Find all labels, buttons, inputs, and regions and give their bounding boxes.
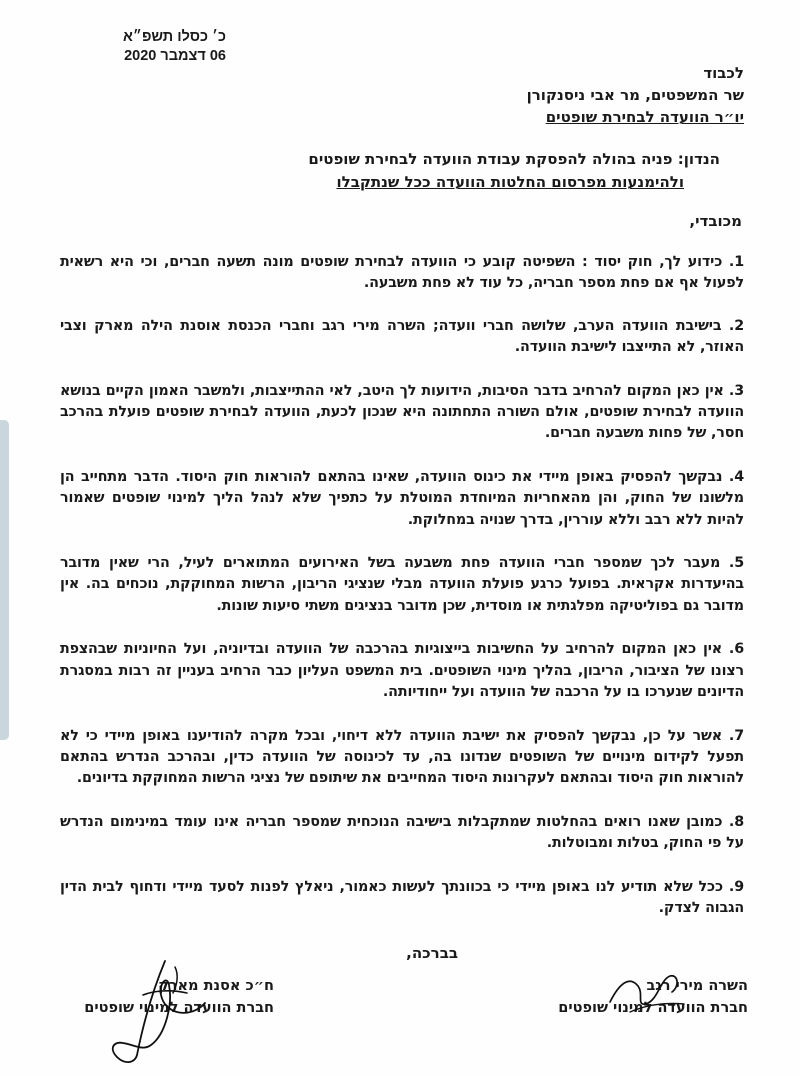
recipient-name: שר המשפטים, מר אבי ניסנקורן [526, 86, 744, 104]
recipient-salutation: לכבוד [703, 64, 744, 82]
closing-blessing: בברכה, [406, 944, 458, 962]
signatory-name-right: השרה מירי רגב [646, 978, 748, 994]
paragraph-5: 5. מעבר לכך שמספר חברי הוועדה פחת משבעה בשל האירועים המתוארים לעיל, הרי שאין מדובר בהיעדרות אקראית. בפועל כרגע פועלת הוועדה מבלי שנציגי הריבון, הרשות המחוקקת, נוכחים בה. אין מדובר גם בפוליטיקה מפלגתית או מוסדית, שכן מדובר בנציגים משתי סיעות שונות. [60, 555, 744, 614]
paragraph-1: 1. כידוע לך, חוק יסוד : השפיטה קובע כי הוועדה לבחירת שופטים מונה תשעה חברים, וכי היא רשאית לפעול אף אם פחת מספר חבריה, כל עוד לא פחת משבעה. [60, 254, 744, 292]
paragraph-2: 2. בישיבת הוועדה הערב, שלושה חברי וועדה; השרה מירי רגב וחברי הכנסת אוסנת הילה מארק וצבי האוזר, לא התייצבו לישיבת הוועדה. [60, 317, 744, 356]
gregorian-date: 06 דצמבר 2020 [124, 48, 226, 64]
paragraph-7: 7. אשר על כן, נבקשך להפסיק את ישיבת הוועדה ללא דיחוי, ובכל מקרה להודיענו באופן מיידי כי לא תפעל לקידום מינויים של השופטים שנדונו בה, עד לכינוסה של הוועדה כדין, ובהרכב הנדרש בהתאם להוראות חוק היסוד ובהתאם לעקרונות היסוד המחייבים את שיתופם של נציגי הרשות המחוקקת בדיונים. [60, 727, 744, 787]
signature-block-right [518, 975, 748, 1019]
subject-line-1: הנדון: פניה בהולה להפסקת עבודת הוועדה לבחירת שופטים [308, 150, 720, 168]
date-block [86, 28, 226, 66]
paragraph-3: 3. אין כאן המקום להרחיב בדבר הסיבות, הידועות לך היטב, לאי ההתייצבות, ולמשבר האמון הקיים בנושא הוועדה לבחירת שופטים, אולם השורה התחתונה היא שנכון לכעת, הוועדה לבחירת שופטים פועלת בהרכב חסר, של פחות משבעה חברים. [60, 382, 744, 442]
subject-line-2: ולהימנעות מפרסום החלטות הוועדה ככל שנתקבלו [336, 173, 684, 191]
paragraph-4: 4. נבקשך להפסיק באופן מיידי את כינוס הוועדה, שאינו בהתאם להוראות חוק היסוד. הדבר מתחייב הן מלשונו של החוק, והן מהאחריות המיוחדת המוטלת על כתפיך שלא לנהל הליך למינוי שופטים שאמור להיות ללא רבב וללא עוררין, בדרך שנויה במחלוקת. [60, 468, 744, 528]
paragraph-9: 9. ככל שלא תודיע לנו באופן מיידי כי בכוונתך לעשות כאמור, ניאלץ לפנות לסעד מיידי ודחוף לבית הדין הגבוה לצדק. [60, 878, 744, 916]
signatory-name-left: ח״כ אסנת מארק [158, 978, 274, 994]
paragraph-8: 8. כמובן שאנו רואים בהחלטות שמתקבלות בישיבה הנוכחית שמספר חבריה אינו עומד במינימום הנדרש על פי החוק, בטלות ומבוטלות. [60, 813, 744, 852]
subject-block [308, 148, 720, 194]
signatory-title-right: חברת הוועדה למינוי שופטים [558, 1000, 748, 1016]
scroll-edge-indicator [0, 420, 9, 740]
signatory-title-left: חברת הוועדה למינוי שופטים [84, 1000, 274, 1016]
signature-block-left [64, 975, 274, 1019]
recipient-block [527, 62, 744, 128]
letter-body [60, 252, 744, 941]
recipient-role: יו״ר הוועדה לבחירת שופטים [545, 108, 744, 126]
greeting: מכובדי, [689, 212, 742, 230]
paragraph-6: 6. אין כאן המקום להרחיב על החשיבות בייצוגיות בהרכבה של הוועדה ובדיוניה, ועל החיוניות שבהצפת רצונו של הציבור, הריבון, בהליך מינוי השופטים. בית המשפט העליון כבר הרחיב בעניין זה רבות במסגרת הדיונים שנערכו בו על הרכבה של הוועדה ועל ייחודיותה. [60, 641, 744, 701]
hebrew-date: כ׳ כסלו תשפ״א [123, 29, 226, 45]
